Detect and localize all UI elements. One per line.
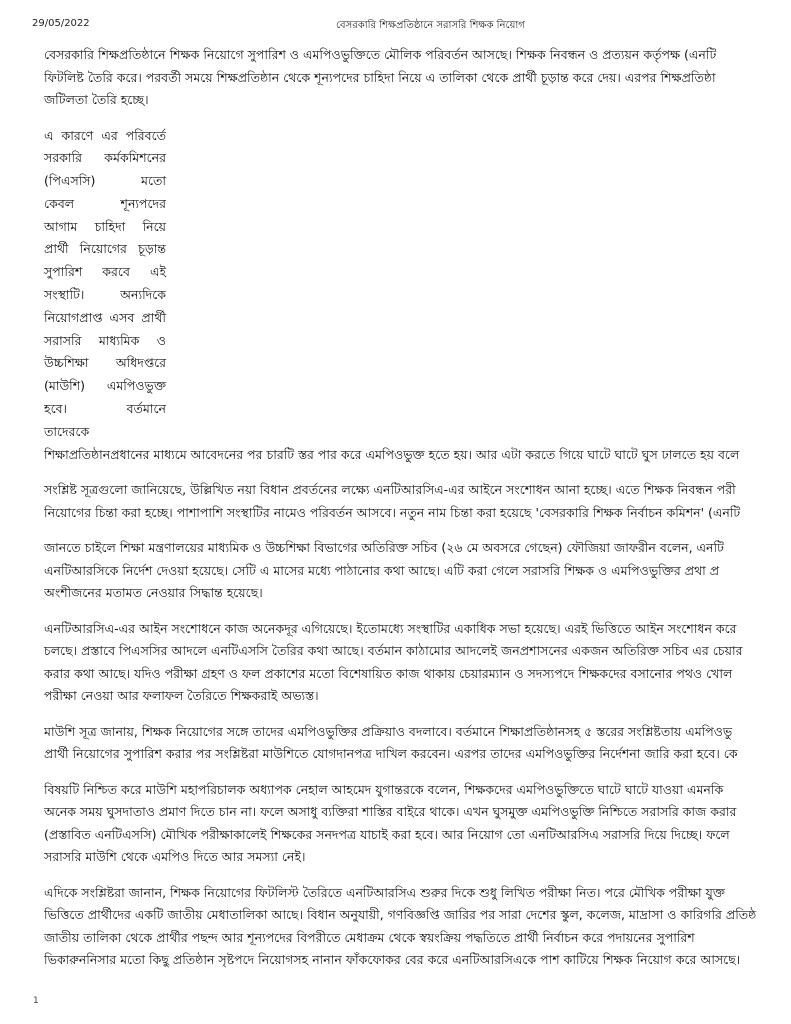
paragraph-3 [44, 537, 791, 605]
text-line: মাউশি সূত্র জানায়, শিক্ষক নিয়োগের সঙ্গে তাদের এমপিওভুক্তির প্রক্রিয়াও বদলাবে। বর্তমানে শিক্ষাপ্রতিষ্ঠানসহ ৫ স্তরের সংশ্লিষ্টতায় এমপিওভু [44, 723, 733, 739]
text-line: জানতে চাইলে শিক্ষা মন্ত্রণালয়ের মাধ্যমিক ও উচ্চশিক্ষা বিভাগের অতিরিক্ত সচিব (২৬ মে অবসরে গেছেন) ফৌজিয়া জাফরীন বলেন, এনটি [44, 540, 724, 556]
text-line: সরকারি কর্মকমিশনের [44, 150, 166, 166]
text-line: প্রার্থী নিয়োগের চূড়ান্ত [44, 241, 166, 257]
text-line: আগাম চাহিদা নিয়ে [44, 218, 166, 234]
text-line: সুপারিশ করবে এই [44, 264, 166, 280]
text-line: এদিকে সংশ্লিষ্টরা জানান, শিক্ষক নিয়োগের ফিটলিস্ট তৈরিতে এনটিআরসিএ শুরুর দিকে শুধু লিখিত পরীক্ষা নিত। পরে মৌখিক পরীক্ষা যুক্ত [44, 884, 725, 900]
text-line: জাতীয় তালিকা থেকে প্রার্থীর পছন্দ আর শূন্যপদের বিপরীতে মেধাক্রম থেকে স্বয়ংক্রিয় পদ্ধতিতে প্রার্থী নির্বাচন করে পদায়নের সুপারিশ [44, 929, 695, 945]
intro-paragraph [44, 44, 791, 112]
text-line: অনেক সময় ঘুসদাতাও প্রমাণ দিতে চান না। ফলে অসাধু ব্যক্তিরা শাস্তির বাইরে থাকে। এখন ঘুসমুক্ত এমপিওভুক্তি নিশ্চিতে সরাসরি কাজ করার [44, 804, 737, 820]
text-line: বিষয়টি নিশ্চিত করে মাউশি মহাপরিচালক অধ্যাপক নেহাল আহমেদ যুগান্তরকে বলেন, শিক্ষকদের এমপিওভুক্তিতে ঘাটে ঘাটে যাওয়া এমনকি [44, 781, 724, 797]
paragraph-6 [44, 779, 791, 869]
text-line: সংশ্লিষ্ট সূত্রগুলো জানিয়েছে, উল্লিখিত নয়া বিধান প্রবর্তনের লক্ষ্যে এনটিআরসিএ-এর আইনে সংশোধন আনা হচ্ছে। এতে শিক্ষক নিবন্ধন পরী [44, 482, 736, 498]
text-line: এনটিআরসিএ-এর আইন সংশোধনে কাজ অনেকদূর এগিয়েছে। ইতোমধ্যে সংস্থাটির একাধিক সভা হয়েছে। এরই ভিত্তিতে আইন সংশোধন করে [44, 620, 737, 636]
text-line: এ কারণে এর পরিবর্তে [44, 127, 166, 143]
text-line: (পিএসসি) মতো [44, 173, 166, 189]
text-line: ফিটলিষ্ট তৈরি করে। পরবর্তী সময়ে শিক্ষপ্রতিষ্ঠান থেকে শূন্যপদের চাহিদা নিয়ে এ তালিকা থেকে প্রার্থী চূড়ান্ত করে দেয়। এরপর শিক্ষপ্রতিষ্ঠা [44, 69, 716, 85]
text-line: (প্রস্তাবিত এনটিএসসি) মৌখিক পরীক্ষাকালেই শিক্ষকের সনদপত্র যাচাই করা হবে। আর নিয়োগ তো এনটিআরসিএ সরাসরি দিয়ে দিচ্ছে। ফলে [44, 826, 730, 842]
narrow-column-text [44, 125, 166, 444]
print-header [32, 18, 791, 34]
paragraph-1 [44, 444, 791, 467]
text-line: সরাসরি মাধ্যমিক ও [44, 332, 166, 348]
paragraph-2 [44, 479, 791, 524]
print-date: 29/05/2022 [32, 18, 90, 29]
text-line: নিয়োগের চিন্তা করা হচ্ছে। পাশাপাশি সংস্থাটির নামেও পরিবর্তন আসবে। নতুন নাম চিন্তা করা হয়েছে 'বেসরকারি শিক্ষক নির্বাচন কমিশন' (এনটি [44, 504, 741, 520]
text-line: কেবল শূন্যপদের [44, 195, 166, 211]
page-mark: 1 [33, 996, 39, 1006]
paragraph-5 [44, 721, 791, 766]
print-title: বেসরকারি শিক্ষপ্রতিষ্ঠানে সরাসরি শিক্ষক নিয়োগ [336, 20, 525, 31]
text-line: প্রার্থী নিয়োগের সুপারিশ করার পর সংশ্লিষ্টরা মাউশিতে যোগদানপত্র দাখিল করবেন। এরপর তাদের এমপিওভুক্তির নির্দেশনা জারি করা হবে। কে [44, 746, 738, 762]
text-line: ভিত্তিতে প্রার্থীদের একটি জাতীয় মেধাতালিকা আছে। বিধান অনুযায়ী, গণবিজ্ঞপ্তি জারির পর সারা দেশের স্কুল, কলেজ, মাদ্রাসা ও কারিগরি প্রতিষ্ঠ [44, 907, 757, 923]
text-line: তাদেরকে [44, 423, 90, 439]
text-line: সংস্থাটি। অন্যদিকে [44, 287, 166, 303]
text-line: বেসরকারি শিক্ষপ্রতিষ্ঠানে শিক্ষক নিয়োগে সুপারিশ ও এমপিওভুক্তিতে মৌলিক পরিবর্তন আসছে। শিক্ষক নিবন্ধন ও প্রত্যয়ন কর্তৃপক্ষ (এনটি [44, 47, 717, 62]
text-line: ভিকারুননিসার মতো কিছু প্রতিষ্ঠান সৃষ্টপদে নিয়োগসহ নানান ফাঁকফোকর বের করে এনটিআরসিএকে পাশ কাটিয়ে শিক্ষক নিয়োগ করে আসছে। [44, 952, 741, 968]
paragraph-7 [44, 882, 791, 972]
text-line: চলছে। প্রস্তাবে পিএসসির আদলে এনটিএসসি তৈরির কথা আছে। বর্তমান কাঠামোর আদলেই জনপ্রশাসনের একজন অতিরিক্ত সচিব এর চেয়ার [44, 643, 743, 659]
text-line: হবে। বর্তমানে [44, 401, 166, 417]
article-body [44, 44, 791, 985]
text-line: এনটিআরসিকে নির্দেশ দেওয়া হয়েছে। সেটি এ মাসের মধ্যে পাঠানোর কথা আছে। এটি করা গেলে সরাসরি শিক্ষক ও এমপিওভুক্তির প্রথা প্র [44, 562, 720, 578]
text-line: পরীক্ষা নেওয়া আর ফলাফল তৈরিতে শিক্ষকরাই অভ্যস্ত। [44, 688, 319, 704]
text-line: সরাসরি মাউশি থেকে এমপিও দিতে আর সমস্যা নেই। [44, 849, 306, 865]
text-line: নিয়োগপ্রাপ্ত এসব প্রার্থী [44, 309, 166, 325]
text-line: উচ্চশিক্ষা অধিদপ্তরে [44, 355, 166, 371]
text-line: অংশীজনের মতামত নেওয়ার সিদ্ধান্ত হয়েছে। [44, 585, 263, 601]
text-line: (মাউশি) এমপিওভুক্ত [44, 378, 166, 394]
text-line: জটিলতা তৈরি হচ্ছে। [44, 92, 149, 107]
text-line: করার কথা আছে। যদিও পরীক্ষা গ্রহণ ও ফল প্রকাশের মতো বিশেষায়িত কাজ থাকায় চেয়ারম্যান ও সদস্যপদে শিক্ষকদের বসানোর পথও খোল [44, 665, 733, 681]
paragraph-4 [44, 618, 791, 708]
text-line: শিক্ষাপ্রতিষ্ঠানপ্রধানের মাধ্যমে আবেদনের পর চারটি স্তর পার করে এমপিওভুক্ত হতে হয়। আর এটা করতে গিয়ে ঘাটে ঘাটে ঘুস ঢালতে হয় বলে [44, 446, 740, 462]
